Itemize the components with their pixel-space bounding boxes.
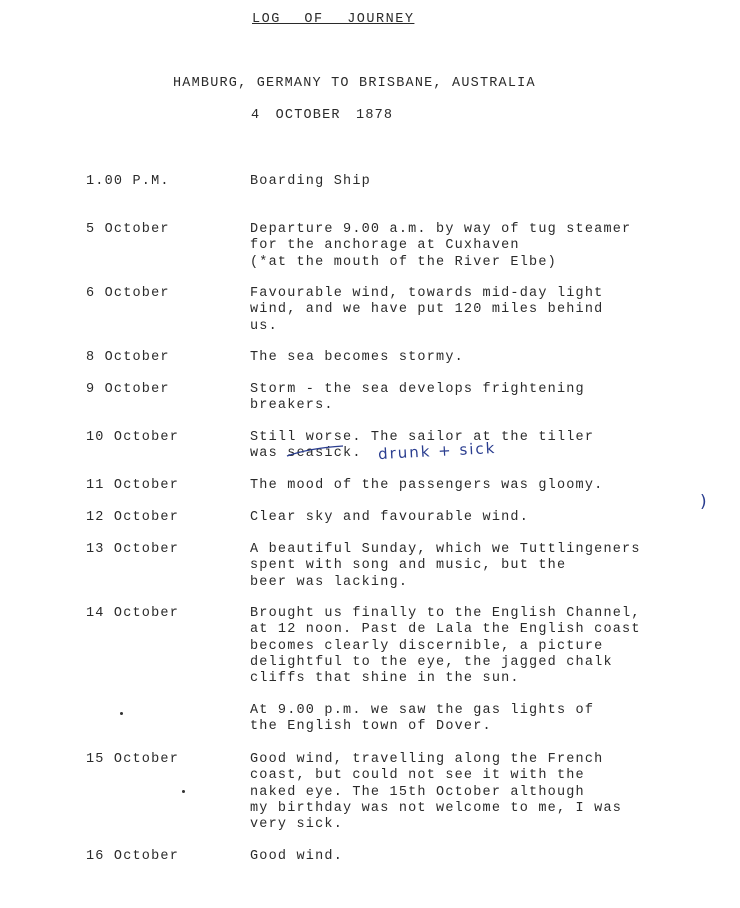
margin-pen-mark: ) [700,492,707,512]
entry-line: Good wind. [250,849,344,864]
entry-text [250,606,680,687]
entry-line: naked eye. The 15th October although [250,784,585,800]
entry-text [250,286,680,335]
entry-date: 10 October [86,430,180,445]
entry-text [250,849,680,865]
entry-date: 13 October [86,542,180,557]
handwritten-correction: drunk + sick [377,438,497,464]
entry-line: becomes clearly discernible, a picture [250,638,604,654]
entry-line: The sea becomes stormy. [250,350,464,365]
entry-date: 15 October [86,752,180,767]
entry-line: wind, and we have put 120 miles behind [250,302,604,318]
entry-line: A beautiful Sunday, which we Tuttlingeners [250,542,641,557]
entry-line: for the anchorage at Cuxhaven [250,238,520,254]
entry-text [250,752,680,833]
entry-date: 12 October [86,510,180,525]
entry-line: delightful to the eye, the jagged chalk [250,654,613,670]
document-title: LOG OF JOURNEY [252,12,415,27]
entry-line: Still worse. The sailor at the tiller [250,430,595,445]
entry-date: 11 October [86,478,180,493]
start-date: 4 OCTOBER 1878 [251,108,394,123]
route-heading: HAMBURG, GERMANY TO BRISBANE, AUSTRALIA [173,76,536,91]
entry-date: 6 October [86,286,170,301]
entry-line: us. [250,318,278,334]
stray-dot [182,790,185,793]
entry-text [250,382,680,415]
entry-line: Storm - the sea develops frightening [250,382,585,397]
entry-date: 1.00 P.M. [86,174,170,189]
entry-line: Departure 9.00 a.m. by way of tug steamer [250,222,632,237]
entry-line: At 9.00 p.m. we saw the gas lights of [250,703,595,718]
entry-text [250,350,680,366]
entry-line: Good wind, travelling along the French [250,752,604,767]
entry-line: beer was lacking. [250,574,409,590]
entry-date: 8 October [86,350,170,365]
stray-dot [120,712,123,715]
entry-line: the English town of Dover. [250,719,492,735]
entry-text [250,222,680,271]
entry-line: cliffs that shine in the sun. [250,671,520,687]
entry-line: The mood of the passengers was gloomy. [250,478,604,493]
entry-line: very sick. [250,817,344,833]
entry-text [250,510,680,526]
entry-text [250,542,680,591]
entry-date: 5 October [86,222,170,237]
entry-text [250,478,680,494]
entry-line: coast, but could not see it with the [250,768,585,784]
entry-line: my birthday was not welcome to me, I was [250,800,623,816]
entry-date: 16 October [86,849,180,864]
entry-line: Brought us finally to the English Channel, [250,606,641,621]
entry-line: was seasick. [250,446,362,462]
entry-line: Boarding Ship [250,174,371,189]
entry-line: at 12 noon. Past de Lala the English coast [250,622,641,638]
entry-line: Clear sky and favourable wind. [250,510,530,525]
entry-date: 9 October [86,382,170,397]
entry-line: breakers. [250,398,334,414]
entry-line: Favourable wind, towards mid-day light [250,286,604,301]
entry-text [250,174,680,190]
entry-text [250,703,680,736]
entry-date: 14 October [86,606,180,621]
entry-line: spent with song and music, but the [250,558,567,574]
strikethrough-mark [285,444,345,458]
entry-line: (*at the mouth of the River Elbe) [250,254,557,270]
